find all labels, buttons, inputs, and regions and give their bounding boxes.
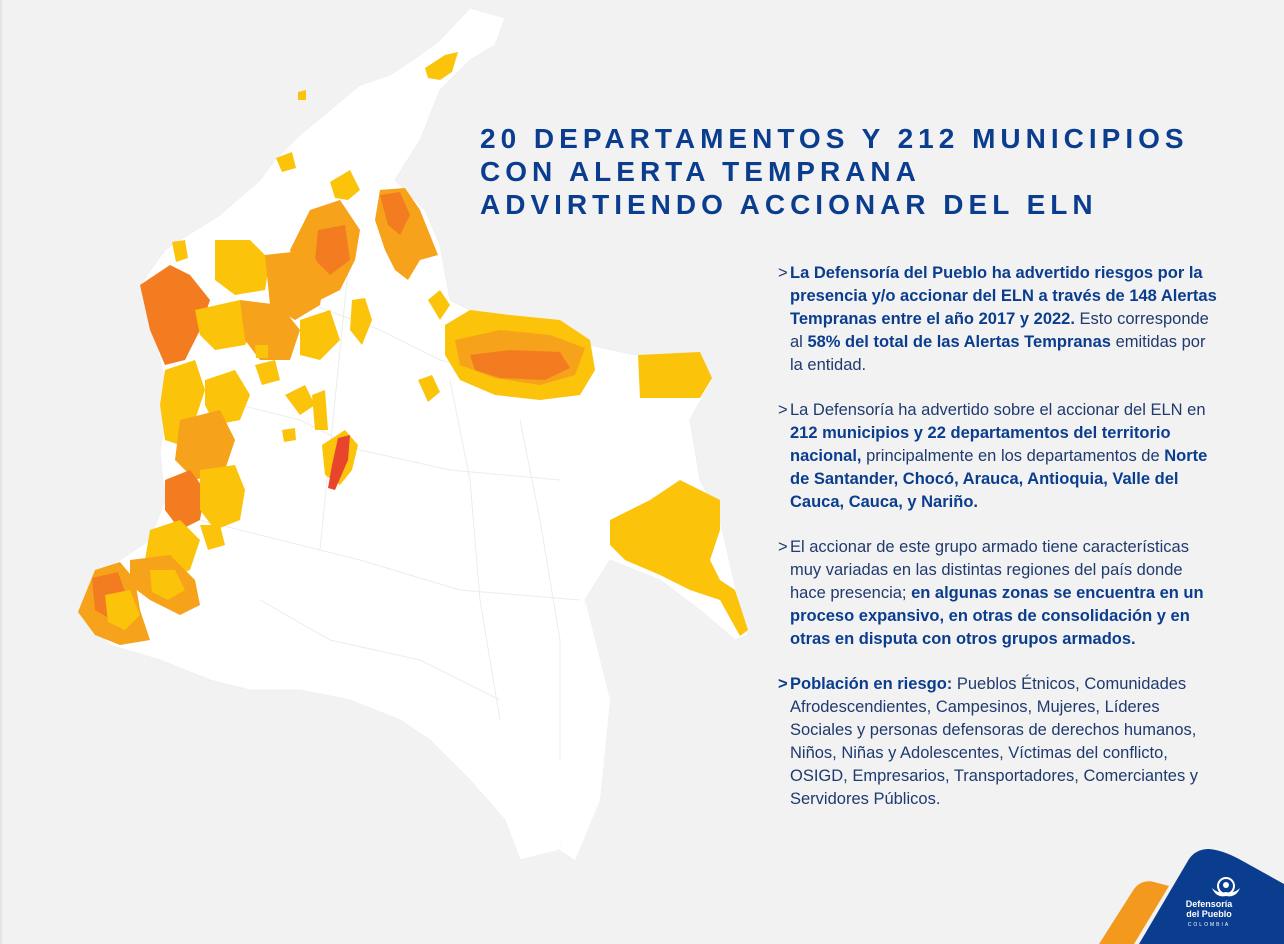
p2-bold-1: 212 municipios y 22 departamentos del territorio nacional, bbox=[790, 424, 1171, 465]
paragraph-characteristics bbox=[778, 536, 1218, 651]
p2-bold-2: Norte de Santander, Chocó, Arauca, Antioquia, Valle del Cauca, Cauca, y Nariño. bbox=[790, 447, 1208, 511]
p3-bold-1: en algunas zonas se encuentra en un proceso expansivo, en otras de consolidación y en otras en disputa con otros grupos armados. bbox=[790, 584, 1204, 648]
paragraph-population bbox=[778, 673, 1218, 811]
p2-text-1: La Defensoría ha advertido sobre el accionar del ELN en bbox=[790, 401, 1206, 419]
p1-text-1: Esto corresponde al bbox=[790, 310, 1209, 351]
bullet-marker: > bbox=[778, 264, 788, 282]
logo-line-2: del Pueblo bbox=[1186, 909, 1232, 919]
logo-text bbox=[1174, 899, 1244, 930]
p4-text-1: Pueblos Étnicos, Comunidades Afrodescendientes, Campesinos, Mujeres, Líderes Sociales y personas defensoras de derechos humanos, Niños, Niñas y Adolescentes, Víctimas del conflicto, OSIGD, Empresarios, Transportadores, Comerciantes y Servidores Públicos. bbox=[790, 675, 1199, 808]
content-panel bbox=[778, 262, 1218, 833]
p1-bold-1: La Defensoría del Pueblo ha advertido riesgos por la presencia y/o accionar del ELN a través de 148 Alertas Tempranas entre el año 2017 y 2022. bbox=[790, 264, 1217, 328]
paragraph-municipalities bbox=[778, 399, 1218, 514]
title-line-1: 20 DEPARTAMENTOS Y 212 MUNICIPIOS bbox=[480, 123, 1189, 154]
title-line-2: CON ALERTA TEMPRANA bbox=[480, 156, 921, 187]
logo-line-1: Defensoría bbox=[1185, 899, 1233, 909]
page-title bbox=[480, 122, 1260, 221]
logo-line-3: COLOMBIA bbox=[1187, 922, 1231, 928]
p3-text-1: El accionar de este grupo armado tiene características muy variadas en las distintas regiones del país donde hace presencia; bbox=[790, 538, 1189, 602]
bullet-marker: > bbox=[778, 538, 788, 556]
paragraph-alerts bbox=[778, 262, 1218, 377]
title-line-3: ADVIRTIENDO ACCIONAR DEL ELN bbox=[480, 189, 1098, 220]
bullet-marker: > bbox=[778, 675, 788, 693]
alert-zone-vichada bbox=[638, 352, 712, 398]
p2-text-2: principalmente en los departamentos de bbox=[861, 447, 1165, 465]
p4-bold-1: Población en riesgo: bbox=[790, 675, 953, 693]
bullet-marker: > bbox=[778, 401, 788, 419]
p1-bold-2: 58% del total de las Alertas Tempranas bbox=[807, 333, 1111, 351]
p1-text-2: emitidas por la entidad. bbox=[790, 333, 1206, 374]
